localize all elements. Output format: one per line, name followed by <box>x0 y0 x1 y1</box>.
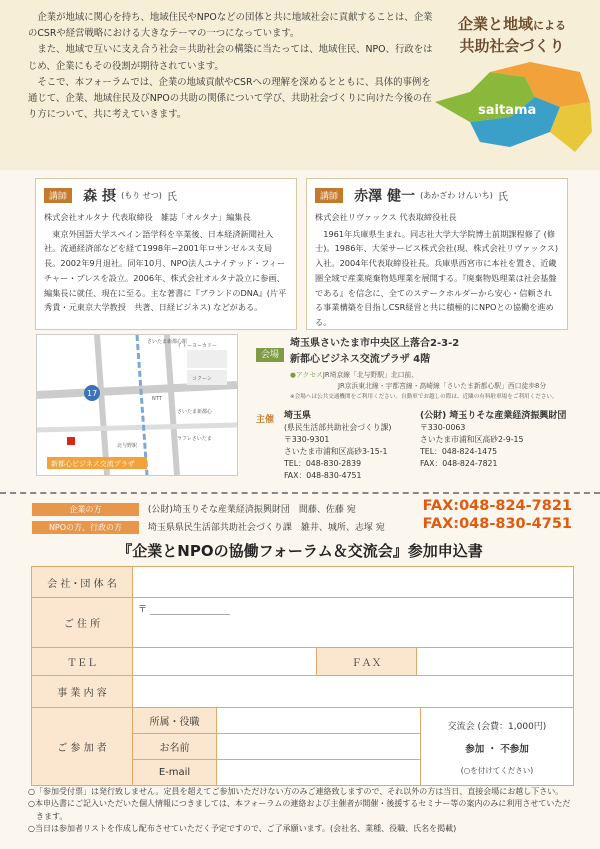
label-company: 会 社・団 体 名 <box>32 567 132 597</box>
lecturer-honorific: 氏 <box>497 192 508 203</box>
label-email: E-mail <box>133 760 216 785</box>
map-label-ito-yokado: イトーヨーカドー <box>177 343 217 349</box>
note-1: ○「参加受付票」は発行致しません。定員を超えてご参加いただけない方のみご連絡致しますので、それ以外の方は当日、直接会場にお越し下さい。 <box>28 787 564 796</box>
organizer-2-zip: 〒330-0063 <box>420 423 466 432</box>
organizer-1-sub: (県民生活部共助社会づくり課) <box>284 423 392 432</box>
access-line-3: ※会場へは公共交通機関をご利用ください。自動車でお越しの際は、近隣の有料駐車場をご利用ください。 <box>290 394 558 400</box>
organizer-1-name: 埼玉県 <box>284 411 312 421</box>
route-17-label: 17 <box>87 389 98 398</box>
tel-input[interactable] <box>136 651 316 673</box>
fax-row-npo <box>32 516 572 536</box>
map-label-laforet: ラフレさいたま <box>177 436 212 442</box>
fax-number: FAX:048-830-4751 <box>422 516 572 532</box>
lecturer-bio: 東京外国語大学スペイン語学科を卒業後、日本経済新聞社入社。流通経済部などを経て1998年−2001年ロサンゼルス支局長。2002年9月退社。同年10月、NPO法人ユナイテッド・フィーチャー・プレスを設立。2006年、株式会社オルタナ設立に参画、編集長に就任、現在に至る。主な著書に『ブランドのDNA』(片平秀貴・元東京大学教授 共著、日経ビジネス) などがある。 <box>44 228 287 313</box>
party-label: 交流会 (会費：1,000円) <box>447 722 547 732</box>
note-2: ○本申込書にご記入いただいた個人情報につきましては、本フォーラムの連絡および主催者が開催・後援するセミナー等の案内のみに利用させていただきます。 <box>28 799 571 821</box>
note-3: ○当日は参加者リストを作成し配布させていただく予定ですので、ご了承願います。(会社名、業種、役職、氏名を掲載) <box>28 824 457 834</box>
logo-title <box>432 14 592 57</box>
label-tel: ＴＥＬ <box>32 648 132 675</box>
lecturer-name: 赤澤 健一 <box>354 188 415 205</box>
logo-title-line2: 共助社会づくり <box>459 37 565 55</box>
label-name: お名前 <box>133 734 216 759</box>
organizer-1-zip: 〒330-9301 <box>284 435 330 444</box>
fax-recipient: (公財)埼玉りそな産業経済振興財団 間藤、佐藤 宛 <box>147 505 356 515</box>
access-label: ●アクセス <box>290 371 323 379</box>
map-label-kitayono: 北与野駅 <box>117 443 138 449</box>
venue-tag-wrap <box>256 342 284 361</box>
venue-address: 埼玉県さいたま市中央区上落合2-3-2 <box>290 338 460 349</box>
zip-mark: 〒 <box>138 605 148 615</box>
email-input[interactable] <box>220 763 420 784</box>
organizer-2 <box>420 410 590 470</box>
fax-tag: 企業の方 <box>32 503 139 516</box>
business-input[interactable] <box>136 680 570 704</box>
fax-number: FAX:048-824-7821 <box>422 498 572 514</box>
position-input[interactable] <box>220 711 420 732</box>
lecturer-card-1 <box>35 178 297 330</box>
organizer-2-fax: FAX：048-824-7821 <box>420 459 498 468</box>
label-business: 事 業 内 容 <box>32 676 132 707</box>
organizer-1-address: さいたま市浦和区高砂3-15-1 <box>284 447 388 456</box>
label-address: ご 住 所 <box>32 598 132 647</box>
organizer-2-address: さいたま市浦和区高砂2-9-15 <box>420 435 524 444</box>
lecturer-affiliation: 株式会社オルタナ 代表取締役 雑誌「オルタナ」編集長 <box>44 211 251 222</box>
lecturer-tag: 講師 <box>315 188 343 203</box>
organizer-1 <box>284 410 414 482</box>
label-fax: ＦＡＸ <box>317 648 416 675</box>
map-label-ntt: NTT <box>152 396 162 402</box>
organizer-1-tel: TEL：048-830-2839 <box>284 459 362 468</box>
venue-tag: 会場 <box>256 348 284 362</box>
fax-tag: NPOの方、行政の方 <box>32 521 139 534</box>
zip-underline <box>150 614 230 615</box>
lecturer-affiliation: 株式会社リヴァックス 代表取締役社長 <box>315 211 457 222</box>
logo-title-line1a: 企業と地域 <box>457 15 533 33</box>
venue-map <box>36 334 238 476</box>
label-attendee: ご 参 加 者 <box>32 708 132 785</box>
organizer-1-fax: FAX：048-830-4751 <box>284 471 362 480</box>
attend-choice[interactable]: 参加 ・ 不参加 <box>465 744 529 755</box>
fax-input[interactable] <box>420 651 572 673</box>
circle-note: (○を付けてください) <box>460 766 534 775</box>
notes <box>28 786 576 836</box>
organizer-2-tel: TEL：048-824-1475 <box>420 447 498 456</box>
label-position: 所属・役職 <box>133 708 216 733</box>
organizer-2-name: (公財) 埼玉りそな産業経済振興財団 <box>420 411 567 421</box>
company-input[interactable] <box>136 571 570 595</box>
lecturer-card-2 <box>306 178 568 330</box>
intro-paragraph-2: また、地域で互いに支え合う社会＝共助社会の構築に当たっては、地域住民、NPO、行政をはじめ、企業にもその役割が期待されています。 <box>28 44 433 72</box>
saitama-map-logo <box>430 62 595 162</box>
lecturer-tag: 講師 <box>44 188 72 203</box>
address-input[interactable] <box>136 619 570 645</box>
fax-recipient: 埼玉県県民生活部共助社会づくり課 雑井、城所、志塚 宛 <box>147 523 385 533</box>
logo-title-line1b: による <box>533 19 566 32</box>
map-label: saitama <box>478 103 537 118</box>
map-building <box>187 350 227 368</box>
map-label-cocoon: コクーン <box>192 376 212 382</box>
intro-paragraph-3: そこで、本フォーラムでは、企業の地域貢献やCSRへの理解を深めるとともに、具体的事例を通じて、企業、地域住民及びNPOの共助の関係について学び、共助社会づくりに向けた今後の在り方について、共に考えていきます。 <box>28 76 432 121</box>
map-caption: 新都心ビジネス交流プラザ <box>51 460 135 468</box>
application-form <box>31 566 574 786</box>
venue-info <box>290 336 590 403</box>
lecturer-bio: 1961年兵庫県生まれ。同志社大学大学院博士前期課程修了 (修士)。1986年、大栄サービス株式会社(現、株式会社リヴァックス)入社。2004年代表取締役社長。兵庫県西宮市に本社を置き、近畿圏全域で産業廃棄物処理業を展開する。『廃棄物処理業は社会基盤である』を信念に、全てのステークホルダーから安心・信頼される事業構築を目指しCSR経営と共に積極的にNPOとの協働を進める。 <box>315 228 559 328</box>
intro-paragraph-1: 企業が地域に関心を持ち、地域住民やNPOなどの団体と共に地域社会に貢献することは、企業のCSRや経営戦略における大きなテーマの一つになっています。 <box>28 12 433 40</box>
intro-text <box>28 10 436 123</box>
venue-marker <box>67 437 75 445</box>
lecturer-name: 森 摂 <box>83 188 116 205</box>
lecturer-kana: (あかざわ けんいち) <box>420 191 493 200</box>
cut-line <box>0 492 600 494</box>
venue-building: 新都心ビジネス交流プラザ 4階 <box>290 354 431 365</box>
map-label-station: さいたま新都心駅 <box>147 339 188 345</box>
lecturer-honorific: 氏 <box>166 192 177 203</box>
map-label-shintoshin: さいたま新都心 <box>177 409 213 415</box>
name-input[interactable] <box>220 737 420 758</box>
form-title: 『企業とNPOの協働フォーラム＆交流会』参加申込書 <box>117 542 483 560</box>
lecturer-kana: (もり せつ) <box>121 191 162 200</box>
organizer-tag: 主催 <box>256 415 275 425</box>
access-line-2: JR京浜東北線・宇都宮線・高崎線「さいたま新都心駅」西口徒歩8分 <box>338 382 547 390</box>
access-line-1: JR埼京線「北与野駅」北口前、 <box>322 371 419 379</box>
